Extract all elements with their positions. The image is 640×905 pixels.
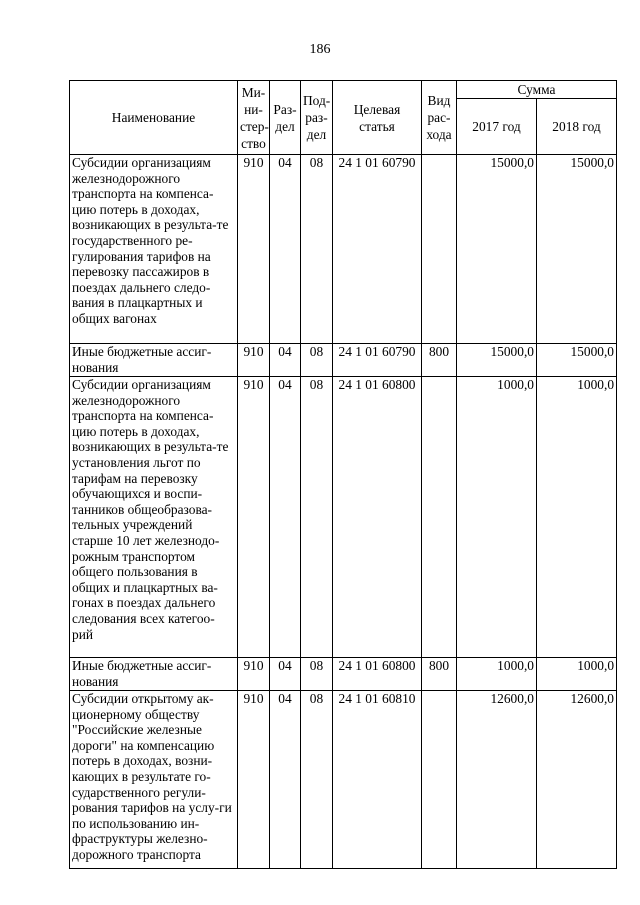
row-amount-2017: 15000,0: [457, 344, 537, 377]
row-amount-2017: 12600,0: [457, 691, 537, 869]
table-row: [70, 155, 617, 344]
row-amount-2017: 1000,0: [457, 377, 537, 658]
row-amount-2018: 15000,0: [537, 344, 617, 377]
row-section: 04: [270, 344, 301, 377]
row-name: Субсидии организациям железнодорожного транспорта на компенса-цию потерь в доходах, возникающих в результа-те установления льгот по тарифам на перевозку обучающихся и воспи-танников общеобразова-тельных учреждений старше 10 лет железнодо-рожным транспортом общего пользования в общих и плацкартных ва-гонах в поездах дальнего следования всех категоо-рий: [70, 377, 238, 658]
row-amount-2017: 1000,0: [457, 658, 537, 691]
row-ministry: 910: [238, 691, 270, 869]
row-target: 24 1 01 60800: [333, 377, 422, 658]
header-name-label: Наименование: [111, 110, 196, 125]
row-expense-type: [422, 155, 457, 344]
row-subsection: 08: [301, 344, 333, 377]
header-ministry-label: Ми-ни-стер-ство: [240, 84, 269, 151]
row-target: 24 1 01 60800: [333, 658, 422, 691]
header-section: [270, 81, 301, 155]
page-number: 186: [309, 42, 331, 57]
header-expense-type: [422, 81, 457, 155]
row-subsection: 08: [301, 155, 333, 344]
row-target: 24 1 01 60810: [333, 691, 422, 869]
header-year-2018-label: 2018 год: [552, 119, 601, 134]
row-subsection: 08: [301, 377, 333, 658]
table-row: [70, 344, 617, 377]
header-year-2017-label: 2017 год: [472, 119, 521, 134]
header-subsection: [301, 81, 333, 155]
header-section-label: Раз-дел: [273, 101, 297, 134]
row-ministry: 910: [238, 377, 270, 658]
row-name: Субсидии открытому ак-ционерному обществу "Российские железные дороги" на компенсацию потерь в доходах, возни-кающих в результате го-сударственного регули-рования тарифов на услу-ги по использованию ин-фраструктуры железно-дорожного транспорта: [70, 691, 238, 869]
table-row: [70, 658, 617, 691]
row-expense-type: 800: [422, 344, 457, 377]
header-expense-type-label: Вид рас-хода: [426, 93, 452, 142]
row-section: 04: [270, 658, 301, 691]
row-target: 24 1 01 60790: [333, 344, 422, 377]
header-year-2017: [457, 99, 537, 155]
row-section: 04: [270, 155, 301, 344]
header-target-label: Целевая статья: [353, 101, 401, 134]
row-name: Субсидии организациям железнодорожного транспорта на компенса-цию потерь в доходах, возникающих в результа-те государственного ре-гулирования тарифов на перевозку пассажиров в поездах дальнего следо-вания в плацкартных и общих вагонах: [70, 155, 238, 344]
header-target: [333, 81, 422, 155]
table-row: [70, 377, 617, 658]
row-amount-2018: 1000,0: [537, 658, 617, 691]
header-subsection-label: Под-раз-дел: [303, 93, 331, 142]
row-amount-2018: 15000,0: [537, 155, 617, 344]
row-subsection: 08: [301, 658, 333, 691]
header-sum-label: Сумма: [517, 82, 556, 97]
table-row: [70, 691, 617, 869]
row-section: 04: [270, 691, 301, 869]
row-subsection: 08: [301, 691, 333, 869]
row-amount-2017: 15000,0: [457, 155, 537, 344]
row-name: Иные бюджетные ассиг-нования: [70, 658, 238, 691]
header-name: [70, 81, 238, 155]
header-sum: [457, 81, 617, 99]
row-section: 04: [270, 377, 301, 658]
budget-table: [69, 80, 617, 869]
row-expense-type: [422, 377, 457, 658]
row-target: 24 1 01 60790: [333, 155, 422, 344]
row-amount-2018: 1000,0: [537, 377, 617, 658]
row-ministry: 910: [238, 155, 270, 344]
header-year-2018: [537, 99, 617, 155]
row-ministry: 910: [238, 658, 270, 691]
header-ministry: [238, 81, 270, 155]
row-expense-type: 800: [422, 658, 457, 691]
row-name: Иные бюджетные ассиг-нования: [70, 344, 238, 377]
row-ministry: 910: [238, 344, 270, 377]
row-expense-type: [422, 691, 457, 869]
row-amount-2018: 12600,0: [537, 691, 617, 869]
